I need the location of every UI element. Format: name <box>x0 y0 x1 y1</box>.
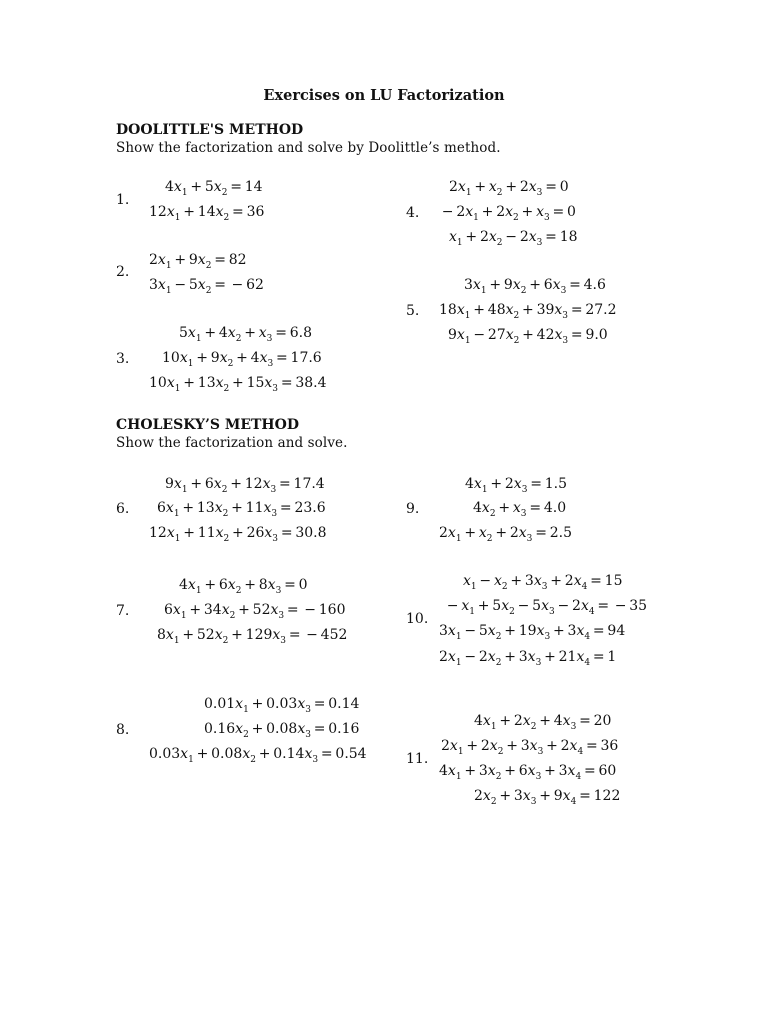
variable-index: 2 <box>520 286 527 296</box>
variable-x: x <box>304 746 313 762</box>
variable-x: x <box>573 573 582 589</box>
variable-index: 4 <box>588 607 595 617</box>
variable-x: x <box>297 696 306 712</box>
variable-index: 1 <box>165 286 172 296</box>
variable-x: x <box>166 204 175 220</box>
variable-index: 2 <box>501 582 508 592</box>
variable-x: x <box>567 763 576 779</box>
variable-x: x <box>447 525 456 541</box>
variable-x: x <box>456 327 465 343</box>
variable-x: x <box>487 763 496 779</box>
variable-x: x <box>213 179 222 195</box>
variable-x: x <box>215 525 224 541</box>
variable-index: 3 <box>272 384 279 394</box>
variable-index: 1 <box>188 755 194 765</box>
variable-x: x <box>465 204 474 220</box>
equation: $0.16x_2 + 0.08x_3 = 0.16$ <box>204 721 360 740</box>
equation: $4x_1 + 6x_2 + 8x_3 = 0$ <box>179 577 308 596</box>
variable-index: 3 <box>562 311 569 321</box>
variable-x: x <box>187 325 196 341</box>
variable-index: 3 <box>521 485 528 495</box>
variable-x: x <box>235 696 244 712</box>
variable-index: 2 <box>235 334 242 344</box>
variable-index: 3 <box>537 747 544 757</box>
variable-x: x <box>447 763 456 779</box>
variable-index: 2 <box>495 772 502 782</box>
variable-x: x <box>180 746 189 762</box>
variable-index: 2 <box>495 658 502 668</box>
equation: $9x_1 - 27x_2 + 42x_3 = 9.0$ <box>448 327 608 346</box>
variable-index: 2 <box>221 485 228 495</box>
equation: $9x_1 + 6x_2 + 12x_3 = 17.4$ <box>165 476 325 495</box>
variable-index: 2 <box>530 722 537 732</box>
variable-index: 2 <box>509 607 515 617</box>
variable-x: x <box>554 327 563 343</box>
variable-index: 1 <box>195 334 202 344</box>
variable-x: x <box>165 627 174 643</box>
equation: $2x_1 + 9x_2 = 82$ <box>149 252 247 271</box>
variable-x: x <box>562 713 571 729</box>
variable-index: 2 <box>489 509 496 519</box>
variable-x: x <box>166 375 175 391</box>
variable-index: 3 <box>536 238 543 248</box>
variable-index: 2 <box>205 261 212 271</box>
variable-index: 2 <box>221 188 228 198</box>
variable-index: 2 <box>496 238 503 248</box>
variable-index: 3 <box>520 509 527 519</box>
variable-x: x <box>529 738 538 754</box>
equation: $5x_1 + 4x_2 + x_3 = 6.8$ <box>179 325 312 344</box>
variable-x: x <box>214 627 223 643</box>
variable-x: x <box>219 350 228 366</box>
variable-index: 3 <box>271 509 278 519</box>
variable-index: 4 <box>584 658 591 668</box>
variable-x: x <box>259 350 268 366</box>
equation: $0.03x_1 + 0.08x_2 + 0.14x_3 = 0.54$ <box>149 746 367 765</box>
variable-x: x <box>447 649 456 665</box>
variable-index: 4 <box>575 772 582 782</box>
equation: − $2x_1 + 2x_2 + x_3 = 0$ <box>439 204 576 223</box>
variable-x: x <box>215 375 224 391</box>
variable-x: x <box>493 573 502 589</box>
variable-index: 3 <box>562 336 569 346</box>
equation: $6x_1 + 34x_2 + 52x_3$ = − 160 <box>164 602 346 621</box>
variable-index: 1 <box>470 582 477 592</box>
variable-index: 2 <box>495 632 502 642</box>
variable-x: x <box>533 573 542 589</box>
variable-index: 1 <box>174 534 181 544</box>
equation: $3x_1 + 9x_2 + 6x_3 = 4.6$ <box>464 277 606 296</box>
equation: $x_1 - x_2 + 3x_3 + 2x_4 = 15$ <box>463 573 623 592</box>
equation: $8x_1 + 52x_2 + 129x_3$ = − 452 <box>157 627 348 646</box>
problem-number: 2. <box>116 264 130 280</box>
variable-index: 2 <box>513 311 520 321</box>
problem-number: 5. <box>406 303 420 319</box>
variable-index: 1 <box>187 359 194 369</box>
variable-index: 2 <box>223 534 230 544</box>
variable-x: x <box>488 179 497 195</box>
variable-x: x <box>473 476 482 492</box>
variable-x: x <box>580 598 589 614</box>
variable-x: x <box>221 602 230 618</box>
problem-number: 3. <box>116 351 130 367</box>
variable-x: x <box>157 277 166 293</box>
variable-index: 1 <box>181 485 188 495</box>
variable-index: 3 <box>305 730 311 740</box>
variable-x: x <box>505 302 514 318</box>
variable-index: 2 <box>222 636 229 646</box>
variable-x: x <box>488 229 497 245</box>
variable-index: 3 <box>543 213 550 223</box>
section-heading-cholesky: CHOLESKY’S METHOD <box>116 417 299 433</box>
problem-number: 9. <box>406 501 420 517</box>
equation: $x_1 + 2x_2 - 2x_3 = 18$ <box>449 229 578 248</box>
variable-index: 2 <box>223 213 230 223</box>
variable-index: 2 <box>205 286 212 296</box>
problem-number: 10. <box>406 611 429 627</box>
variable-x: x <box>487 623 496 639</box>
variable-index: 1 <box>243 705 249 715</box>
equation: $18x_1 + 48x_2 + 39x_3 = 27.2$ <box>439 302 617 321</box>
page-title: Exercises on LU Factorization <box>263 87 505 104</box>
variable-x: x <box>242 746 251 762</box>
variable-index: 2 <box>250 755 256 765</box>
variable-index: 3 <box>280 636 287 646</box>
variable-index: 3 <box>312 755 319 765</box>
section-instruction-doolittle: Show the factorization and solve by Doolittle’s method. <box>116 140 501 156</box>
equation: $3x_1 - 5x_2$ = − 62 <box>149 277 264 296</box>
variable-x: x <box>522 788 531 804</box>
variable-index: 3 <box>305 705 311 715</box>
variable-x: x <box>463 573 471 589</box>
variable-index: 3 <box>267 359 274 369</box>
equation: $2x_1 + x_2 + 2x_3 = 2.5$ <box>439 525 572 544</box>
problem-number: 7. <box>116 603 130 619</box>
variable-x: x <box>272 627 281 643</box>
variable-x: x <box>166 525 175 541</box>
variable-index: 1 <box>173 636 180 646</box>
equation: $6x_1 + 13x_2 + 11x_3 = 23.6$ <box>157 500 326 519</box>
variable-x: x <box>505 327 514 343</box>
variable-x: x <box>456 302 465 318</box>
variable-index: 3 <box>536 188 543 198</box>
equation: $4x_2 + x_3 = 4.0$ <box>473 500 567 519</box>
variable-index: 2 <box>223 384 230 394</box>
equation: $4x_1 + 2x_3 = 1.5$ <box>465 476 568 495</box>
equation: $12x_1 + 14x_2 = 36$ <box>149 204 265 223</box>
section-heading-doolittle: DOOLITTLE'S METHOD <box>116 122 304 138</box>
variable-x: x <box>173 179 182 195</box>
variable-index: 3 <box>278 611 285 621</box>
variable-x: x <box>478 525 487 541</box>
equation: $0.01x_1 + 0.03x_3 = 0.14$ <box>204 696 360 715</box>
variable-index: 1 <box>455 658 462 668</box>
equation: $3x_1 - 5x_2 + 19x_3 + 3x_4 = 94$ <box>439 623 626 642</box>
variable-index: 2 <box>497 747 504 757</box>
variable-x: x <box>172 602 181 618</box>
variable-index: 1 <box>490 722 497 732</box>
variable-x: x <box>482 713 491 729</box>
variable-index: 1 <box>464 311 471 321</box>
variable-index: 2 <box>496 188 503 198</box>
variable-x: x <box>522 713 531 729</box>
variable-index: 3 <box>275 586 282 596</box>
variable-index: 2 <box>513 213 519 223</box>
equation: $12x_1 + 11x_2 + 26x_3 = 30.8$ <box>149 525 327 544</box>
variable-x: x <box>173 476 182 492</box>
variable-index: 2 <box>243 730 249 740</box>
variable-x: x <box>528 229 537 245</box>
variable-index: 1 <box>173 509 180 519</box>
variable-index: 1 <box>465 188 472 198</box>
variable-index: 3 <box>560 286 567 296</box>
variable-index: 4 <box>577 747 584 757</box>
equation: $4x_1 + 3x_2 + 6x_3 + 3x_4 = 60$ <box>439 763 617 782</box>
problem-number: 11. <box>406 751 429 767</box>
variable-index: 2 <box>513 336 520 346</box>
variable-x: x <box>512 277 521 293</box>
variable-x: x <box>227 577 236 593</box>
equation: $2x_1 + 2x_2 + 3x_3 + 2x_4 = 36$ <box>441 738 619 757</box>
variable-x: x <box>264 375 273 391</box>
variable-index: 3 <box>535 772 542 782</box>
problem-number: 6. <box>116 501 130 517</box>
variable-x: x <box>461 598 470 614</box>
variable-index: 2 <box>486 534 493 544</box>
problem-number: 4. <box>406 205 420 221</box>
variable-x: x <box>215 204 224 220</box>
variable-x: x <box>472 277 481 293</box>
variable-x: x <box>576 623 585 639</box>
variable-x: x <box>513 476 522 492</box>
variable-index: 3 <box>266 334 273 344</box>
variable-x: x <box>227 325 236 341</box>
problem-number: 8. <box>116 722 130 738</box>
problem-number: 1. <box>116 192 130 208</box>
equation: $2x_2 + 3x_3 + 9x_4 = 122$ <box>474 788 621 807</box>
equation: $2x_1 - 2x_2 + 3x_3 + 21x_4 = 1$ <box>439 649 617 668</box>
variable-x: x <box>489 738 498 754</box>
equation: $10x_1 + 13x_2 + 15x_3 = 38.4$ <box>149 375 327 394</box>
variable-index: 1 <box>174 384 181 394</box>
variable-x: x <box>481 500 490 516</box>
variable-index: 1 <box>481 485 488 495</box>
variable-x: x <box>528 179 537 195</box>
variable-index: 2 <box>227 359 234 369</box>
variable-x: x <box>165 500 174 516</box>
equation: $10x_1 + 9x_2 + 4x_3 = 17.6$ <box>162 350 322 369</box>
variable-x: x <box>235 721 244 737</box>
variable-index: 1 <box>455 772 462 782</box>
variable-index: 1 <box>480 286 487 296</box>
variable-x: x <box>527 649 536 665</box>
variable-x: x <box>552 277 561 293</box>
variable-x: x <box>264 525 273 541</box>
variable-x: x <box>536 204 544 220</box>
variable-index: 2 <box>235 586 242 596</box>
variable-index: 1 <box>473 213 479 223</box>
variable-x: x <box>447 623 456 639</box>
variable-index: 3 <box>272 534 279 544</box>
variable-x: x <box>263 500 272 516</box>
variable-x: x <box>449 738 458 754</box>
variable-x: x <box>297 721 306 737</box>
variable-index: 1 <box>195 586 202 596</box>
variable-x: x <box>187 577 196 593</box>
variable-x: x <box>501 598 510 614</box>
variable-x: x <box>197 277 206 293</box>
variable-index: 3 <box>548 607 555 617</box>
variable-index: 1 <box>455 534 462 544</box>
variable-index: 1 <box>464 336 471 346</box>
variable-x: x <box>157 252 166 268</box>
variable-index: 3 <box>544 632 551 642</box>
variable-x: x <box>482 788 491 804</box>
variable-index: 2 <box>229 611 236 621</box>
variable-x: x <box>179 350 188 366</box>
variable-x: x <box>258 325 267 341</box>
variable-index: 3 <box>530 797 537 807</box>
variable-index: 3 <box>570 722 577 732</box>
variable-x: x <box>527 763 536 779</box>
equation: $4x_1 + 2x_2 + 4x_3 = 20$ <box>474 713 612 732</box>
variable-x: x <box>267 577 276 593</box>
variable-x: x <box>487 649 496 665</box>
variable-index: 1 <box>455 632 462 642</box>
variable-index: 3 <box>535 658 542 668</box>
variable-x: x <box>541 598 549 614</box>
section-instruction-cholesky: Show the factorization and solve. <box>116 435 348 451</box>
variable-index: 1 <box>457 747 464 757</box>
variable-x: x <box>536 623 545 639</box>
variable-index: 1 <box>174 213 181 223</box>
variable-x: x <box>569 738 578 754</box>
equation: $2x_1 + x_2 + 2x_3 = 0$ <box>449 179 569 198</box>
variable-index: 1 <box>456 238 463 248</box>
variable-x: x <box>197 252 206 268</box>
variable-index: 1 <box>180 611 187 621</box>
variable-x: x <box>554 302 563 318</box>
variable-x: x <box>512 500 521 516</box>
variable-x: x <box>562 788 571 804</box>
variable-index: 1 <box>181 188 188 198</box>
variable-x: x <box>262 476 271 492</box>
variable-index: 3 <box>541 582 548 592</box>
variable-index: 4 <box>581 582 588 592</box>
variable-x: x <box>576 649 585 665</box>
variable-x: x <box>449 229 457 245</box>
equation: − $x_1 + 5x_2 - 5x_3 - 2x_4$ = − 35 <box>444 598 648 617</box>
variable-x: x <box>270 602 279 618</box>
equation: $4x_1 + 5x_2 = 14$ <box>165 179 263 198</box>
variable-x: x <box>505 204 514 220</box>
variable-index: 4 <box>570 797 577 807</box>
variable-index: 3 <box>270 485 277 495</box>
variable-x: x <box>457 179 466 195</box>
variable-x: x <box>214 500 223 516</box>
variable-index: 4 <box>584 632 591 642</box>
variable-index: 2 <box>222 509 229 519</box>
variable-index: 1 <box>469 607 475 617</box>
variable-x: x <box>518 525 527 541</box>
variable-index: 1 <box>165 261 172 271</box>
variable-index: 3 <box>526 534 533 544</box>
variable-index: 2 <box>490 797 497 807</box>
variable-x: x <box>213 476 222 492</box>
